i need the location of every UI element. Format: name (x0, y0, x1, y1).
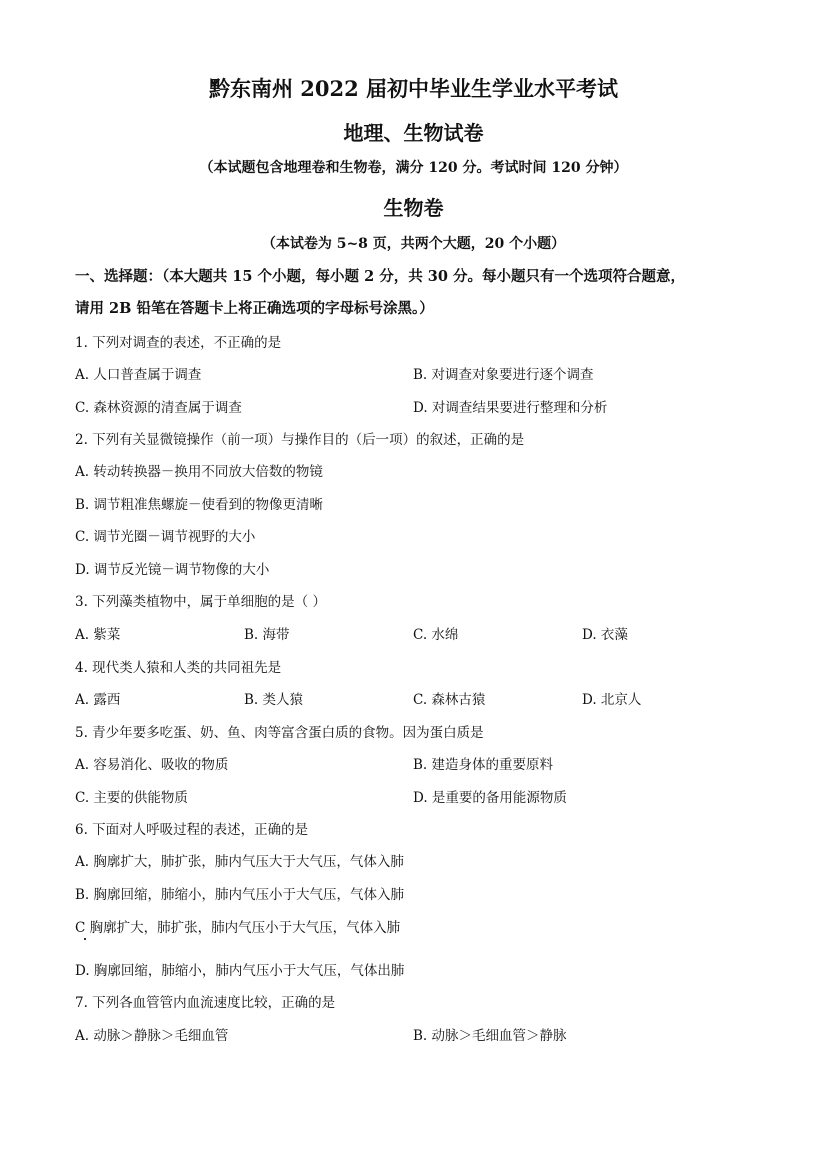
question-4-option-d: D. 北京人 (582, 692, 642, 708)
question-6-option-a: A. 胸廓扩大，肺扩张，肺内气压大于大气压，气体入肺 (75, 854, 404, 870)
question-4-option-a: A. 露西 (75, 692, 121, 708)
question-5-option-a: A. 容易消化、吸收的物质 (75, 757, 229, 773)
question-6-option-c: C 胸廓扩大，肺扩张，肺内气压小于大气压，气体入肺 (75, 920, 401, 936)
question-3-option-a: A. 紫菜 (75, 627, 121, 643)
question-4-stem: 4. 现代类人猿和人类的共同祖先是 (75, 660, 282, 676)
question-2-stem: 2. 下列有关显微镜操作（前一项）与操作目的（后一项）的叙述，正确的是 (75, 432, 525, 448)
question-1-option-b: B. 对调查对象要进行逐个调查 (413, 367, 594, 383)
question-5-stem: 5. 青少年要多吃蛋、奶、鱼、肉等富含蛋白质的食物。因为蛋白质是 (75, 725, 484, 741)
question-2-option-a: A. 转动转换器－换用不同放大倍数的物镜 (75, 464, 323, 480)
section-heading-line1: 一、选择题：（本大题共 15 个小题，每小题 2 分，共 30 分。每小题只有一个选项符合题意， (75, 268, 685, 285)
question-4-option-c: C. 森林古猿 (413, 692, 486, 708)
question-2-option-d: D. 调节反光镜－调节物像的大小 (75, 562, 270, 578)
question-6-option-b: B. 胸廓回缩，肺缩小，肺内气压小于大气压，气体入肺 (75, 887, 405, 903)
question-1-stem: 1. 下列对调查的表述，不正确的是 (75, 335, 282, 351)
question-3-option-c: C. 水绵 (413, 627, 459, 643)
question-2-option-b: B. 调节粗准焦螺旋－使看到的物像更清晰 (75, 497, 324, 513)
question-3-option-b: B. 海带 (244, 627, 290, 643)
question-1-option-c: C. 森林资源的清查属于调查 (75, 400, 242, 416)
question-4-option-b: B. 类人猿 (244, 692, 304, 708)
question-1-option-a: A. 人口普查属于调查 (75, 367, 202, 383)
question-3-stem: 3. 下列藻类植物中，属于单细胞的是（ ） (75, 594, 326, 610)
question-5-option-b: B. 建造身体的重要原料 (413, 757, 554, 773)
stray-dot (84, 938, 86, 940)
question-7-option-b: B. 动脉＞毛细血管＞静脉 (413, 1028, 567, 1044)
question-6-stem: 6. 下面对人呼吸过程的表述，正确的是 (75, 822, 309, 838)
exam-subject: 地理、生物试卷 (343, 121, 484, 145)
paper-title: 生物卷 (383, 196, 444, 220)
question-3-option-d: D. 衣藻 (582, 627, 628, 643)
section-heading-line2: 请用 2B 铅笔在答题卡上将正确选项的字母标号涂黑。） (75, 300, 434, 317)
exam-title: 黔东南州 2022 届初中毕业生学业水平考试 (208, 76, 619, 101)
exam-info: （本试题包含地理卷和生物卷，满分 120 分。考试时间 120 分钟） (199, 160, 628, 176)
paper-info: （本试卷为 5~8 页，共两个大题，20 个小题） (261, 236, 566, 252)
question-2-option-c: C. 调节光圈－调节视野的大小 (75, 529, 256, 545)
question-7-stem: 7. 下列各血管管内血流速度比较，正确的是 (75, 995, 336, 1011)
question-6-option-d: D. 胸廓回缩，肺缩小，肺内气压小于大气压，气体出肺 (75, 963, 405, 979)
question-5-option-c: C. 主要的供能物质 (75, 790, 188, 806)
question-1-option-d: D. 对调查结果要进行整理和分析 (413, 400, 608, 416)
question-7-option-a: A. 动脉＞静脉＞毛细血管 (75, 1028, 229, 1044)
question-5-option-d: D. 是重要的备用能源物质 (413, 790, 567, 806)
